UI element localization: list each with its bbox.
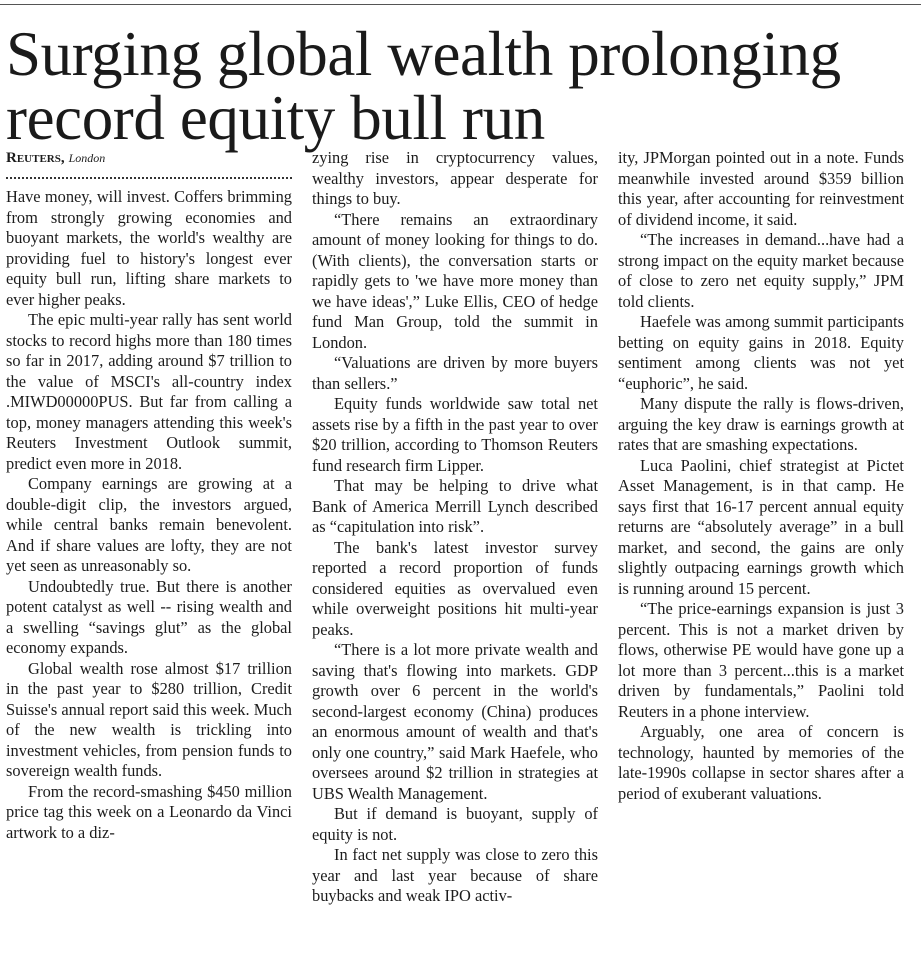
byline-agency: Reuters, <box>6 150 65 166</box>
paragraph: Undoubtedly true. But there is another potent catalyst as well -- rising wealth and a swelling “savings glut” as the global economy expands. <box>6 576 292 657</box>
paragraph: zying rise in cryptocurrency values, wealthy investors, appear desperate for things to buy. <box>312 148 598 208</box>
paragraph: “There remains an extraordinary amount of money looking for things to do. (With clients), the conversation starts or rapidly gets to 'we have more money than we have ideas',” Luke Ellis, CEO of hedge fund Man Group, told the summit in London. <box>312 209 598 352</box>
byline-location: London <box>68 151 106 165</box>
paragraph: Company earnings are growing at a double-digit clip, the investors argued, while central banks remain benevolent. And if share values are lofty, they are not yet seen as unreasonably so. <box>6 474 292 575</box>
column-2 <box>312 148 598 907</box>
column-3 <box>618 148 904 804</box>
paragraph: “There is a lot more private wealth and saving that's flowing into markets. GDP growth over 6 percent in the world's second-largest economy (China) produces an enormous amount of wealth and that's only one country,” said Mark Haefele, who oversees around $2 trillion in strategies at UBS Wealth Management. <box>312 640 598 803</box>
paragraph: The epic multi-year rally has sent world stocks to record highs more than 180 times so far in 2017, adding around $7 trillion to the value of MSCI's all-country index .MIWD00000PUS. But far from calling a top, money managers attending this week's Reuters Investment Outlook summit, predict even more in 2018. <box>6 310 292 473</box>
paragraph: From the record-smashing $450 million price tag this week on a Leonardo da Vinci artwork to a diz- <box>6 781 292 842</box>
paragraph: Global wealth rose almost $17 trillion in the past year to $280 trillion, Credit Suisse's annual report said this week. Much of the new wealth is trickling into investment vehicles, from pension funds to sovereign wealth funds. <box>6 658 292 780</box>
paragraph: “Valuations are driven by more buyers than sellers.” <box>312 353 598 393</box>
paragraph: But if demand is buoyant, supply of equity is not. <box>312 804 598 844</box>
dotted-divider <box>6 171 292 179</box>
paragraph: “The increases in demand...have had a strong impact on the equity market because of close to zero net equity supply,” JPM told clients. <box>618 230 904 311</box>
paragraph: Haefele was among summit participants betting on equity gains in 2018. Equity sentiment among clients was not yet “euphoric”, he said. <box>618 312 904 393</box>
paragraph: ity, JPMorgan pointed out in a note. Funds meanwhile invested around $359 billion this year, after accounting for reinvestment of dividend income, it said. <box>618 148 904 229</box>
headline: Surging global wealth prolonging record equity bull run <box>6 19 841 153</box>
paragraph: Luca Paolini, chief strategist at Pictet Asset Management, is in that camp. He says first that 16-17 percent annual equity returns are “absolutely average” in a bull market, and second, the gains are only slightly outpacing earnings growth which is running around 15 percent. <box>618 455 904 598</box>
top-rule <box>0 4 921 5</box>
paragraph: The bank's latest investor survey reported a record proportion of funds considered equities as overvalued even while overweight positions hit multi-year peaks. <box>312 537 598 639</box>
paragraph: Equity funds worldwide saw total net assets rise by a fifth in the past year to over $20 trillion, according to Thomson Reuters fund research firm Lipper. <box>312 394 598 475</box>
paragraph: That may be helping to drive what Bank of America Merrill Lynch described as “capitulation into risk”. <box>312 476 598 536</box>
paragraph: Have money, will invest. Coffers brimming from strongly growing economies and buoyant markets, the world's wealthy are providing fuel to history's longest ever equity bull run, lifting share markets to ever higher peaks. <box>6 187 292 309</box>
paragraph: “The price-earnings expansion is just 3 percent. This is not a market driven by flows, otherwise PE would have gone up a lot more than 3 percent...this is a market driven by fundamentals,” Paolini told Reuters in a phone interview. <box>618 599 904 721</box>
byline <box>6 148 292 169</box>
paragraph: In fact net supply was close to zero this year and last year because of share buybacks and weak IPO activ- <box>312 845 598 905</box>
paragraph: Arguably, one area of concern is technology, haunted by memories of the late-1990s collapse in sector shares after a period of exuberant valuations. <box>618 722 904 803</box>
paragraph: Many dispute the rally is flows-driven, arguing the key draw is earnings growth at rates that are smashing expectations. <box>618 394 904 454</box>
column-1 <box>6 148 292 843</box>
